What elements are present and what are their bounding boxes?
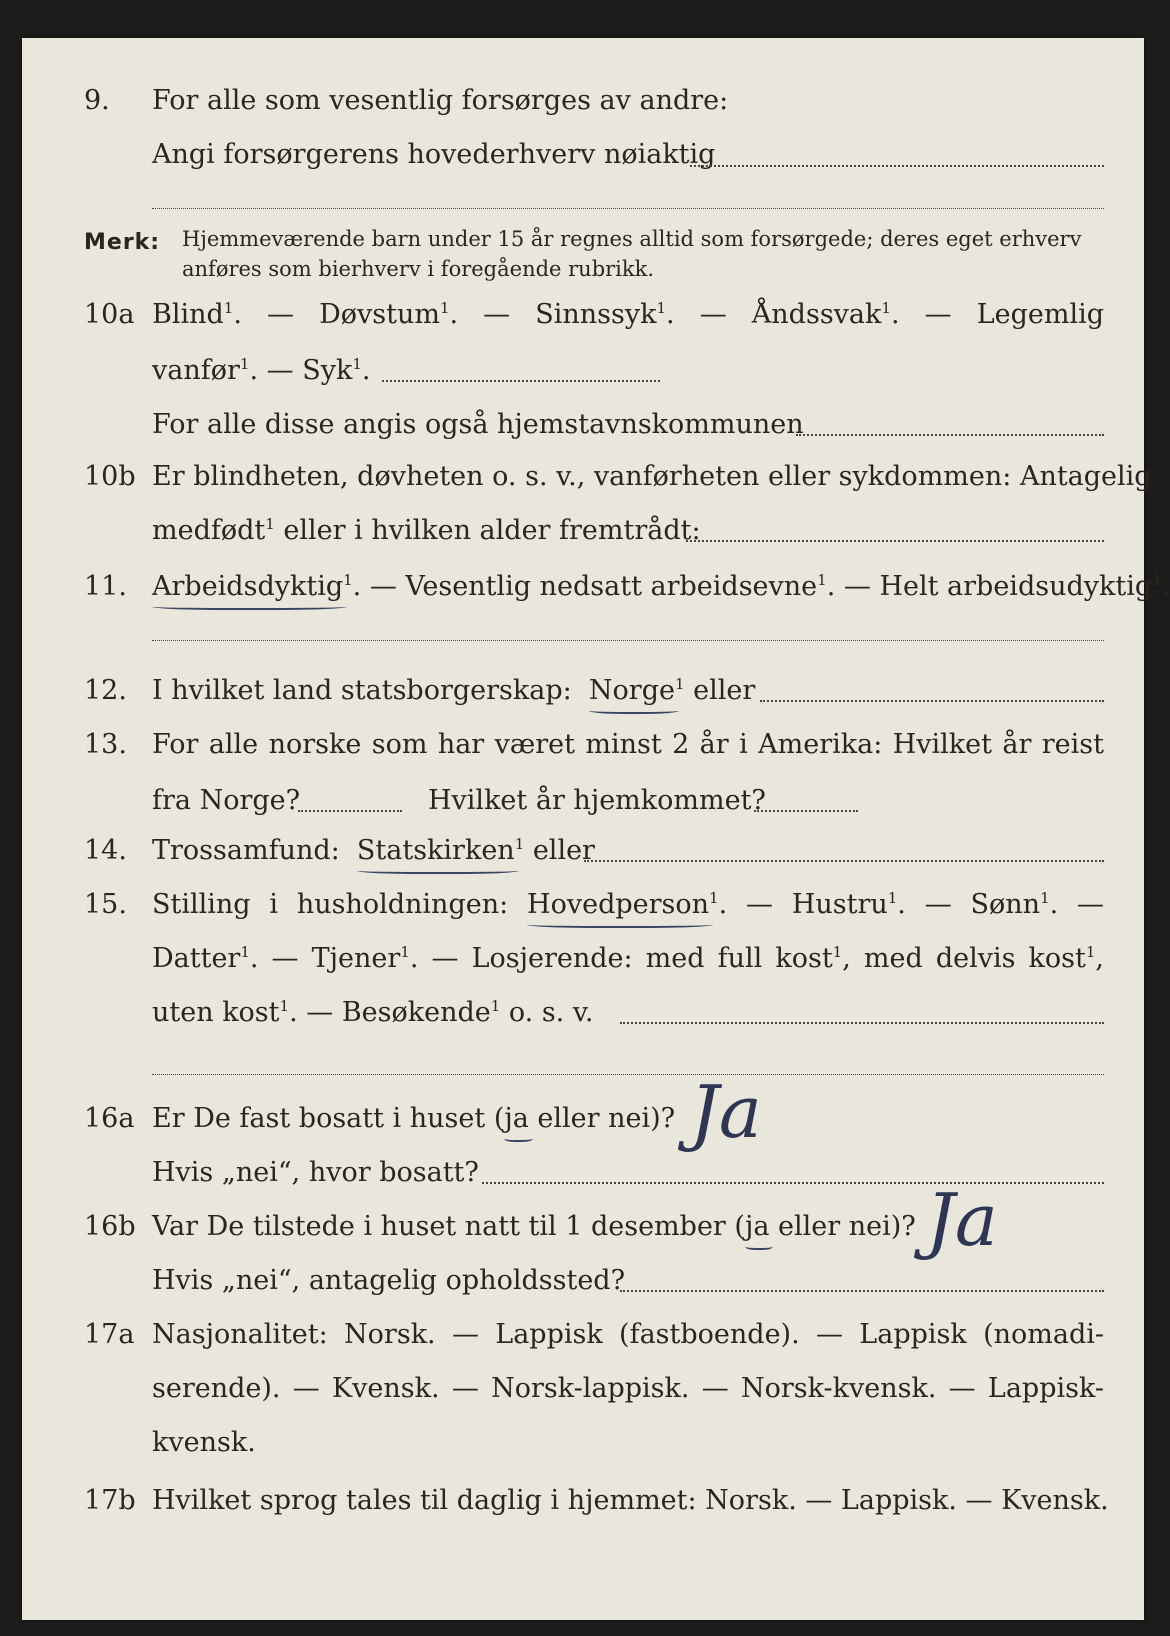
q13-hjemkommet-field[interactable] xyxy=(754,810,858,812)
q16b-line2: Hvis „nei“, antagelig opholdssted? xyxy=(152,1265,626,1296)
q12-answer-field[interactable] xyxy=(760,700,1104,702)
q10a-line3: For alle disse angis også hjemstavnskommunen xyxy=(152,409,804,440)
q17a-line3: kvensk. xyxy=(152,1427,256,1458)
q16a-selected-option: ja xyxy=(504,1103,529,1134)
q10a-answer-field[interactable] xyxy=(382,380,660,382)
q17a-line1: Nasjonalitet: Norsk. — Lappisk (fastboende). — Lappisk (nomadi- xyxy=(152,1319,1104,1350)
q17b-number: 17b xyxy=(84,1485,136,1516)
q9-line1: For alle som vesentlig forsørges av andre: xyxy=(152,85,729,116)
q13-line1: For alle norske som har været minst 2 år i Amerika: Hvilket år reist xyxy=(152,729,1104,760)
q14-line: Trossamfund: Statskirken$^1$ eller xyxy=(152,835,595,866)
q15-answer-field[interactable] xyxy=(620,1022,1104,1024)
q11-number: 11. xyxy=(84,571,127,602)
q9-answer-field[interactable] xyxy=(690,165,1104,167)
q10b-line2: medfødt$^1$ eller i hvilken alder fremtrådt: xyxy=(152,515,701,546)
q16a-answer-field[interactable] xyxy=(482,1182,1104,1184)
q10a-number: 10a xyxy=(84,299,135,330)
merk-label: Merk: xyxy=(84,230,161,255)
q16a-line2: Hvis „nei“, hvor bosatt? xyxy=(152,1157,479,1188)
q15-line1: Stilling i husholdningen: Hovedperson$^1$. — Hustru$^1$. — Sønn$^1$. — xyxy=(152,889,1105,920)
q9-answer-field-2[interactable] xyxy=(152,208,1104,209)
q17b-line1: Hvilket sprog tales til daglig i hjemmet: Norsk. — Lappisk. — Kvensk. xyxy=(152,1485,1109,1516)
q13-line2b: Hvilket år hjemkommet? xyxy=(428,785,766,816)
merk-line2: anføres som bierhverv i foregående rubrikk. xyxy=(182,257,655,281)
q15-answer-field-2[interactable] xyxy=(152,1074,1104,1075)
q12-selected-option: Norge xyxy=(588,675,675,706)
q11-line: Arbeidsdyktig$^1$. — Vesentlig nedsatt arbeidsevne$^1$. — Helt arbeidsudyktig$^1$. xyxy=(152,571,1170,602)
q14-answer-field[interactable] xyxy=(584,860,1104,862)
q11-answer-field[interactable] xyxy=(152,640,1104,641)
q16b-number: 16b xyxy=(84,1211,136,1242)
q15-selected-option: Hovedperson xyxy=(527,889,710,920)
q15-line3: uten kost$^1$. — Besøkende$^1$ o. s. v. xyxy=(152,997,594,1028)
q10b-number: 10b xyxy=(84,461,136,492)
q10a-line1: Blind$^1$. — Døvstum$^1$. — Sinnssyk$^1$. — Åndssvak$^1$. — Legemlig xyxy=(152,299,1105,330)
q10a-hjemstavn-field[interactable] xyxy=(796,434,1104,436)
q10a-line2: vanfør$^1$. — Syk$^1$. xyxy=(152,355,371,386)
q13-reist-field[interactable] xyxy=(298,810,402,812)
q10b-line1: Er blindheten, døvheten o. s. v., vanførheten eller sykdommen: Antagelig xyxy=(152,461,1152,492)
q15-line2: Datter$^1$. — Tjener$^1$. — Losjerende: med full kost$^1$, med delvis kost$^1$, xyxy=(152,943,1105,974)
q16b-line1: Var De tilstede i huset natt til 1 desember (ja eller nei)? xyxy=(152,1211,916,1242)
q12-line: I hvilket land statsborgerskap: Norge$^1$ eller xyxy=(152,675,756,706)
census-form-page xyxy=(22,38,1170,1620)
q14-selected-option: Statskirken xyxy=(356,835,515,866)
q17a-number: 17a xyxy=(84,1319,135,1350)
q16b-answer-field[interactable] xyxy=(620,1290,1104,1292)
q9-line2: Angi forsørgerens hovederhverv nøiaktig xyxy=(152,139,716,170)
q16b-handwritten-answer: Ja xyxy=(926,1178,998,1262)
q16a-line1: Er De fast bosatt i huset (ja eller nei)? xyxy=(152,1103,676,1134)
q9-number: 9. xyxy=(84,85,110,116)
q15-number: 15. xyxy=(84,889,127,920)
q14-number: 14. xyxy=(84,835,127,866)
q13-number: 13. xyxy=(84,729,127,760)
q11-selected-option: Arbeidsdyktig xyxy=(152,571,344,602)
q16a-number: 16a xyxy=(84,1103,135,1134)
q10b-answer-field[interactable] xyxy=(686,540,1104,542)
q17a-line2: serende). — Kvensk. — Norsk-lappisk. — Norsk-kvensk. — Lappisk- xyxy=(152,1373,1104,1404)
q13-line2a: fra Norge? xyxy=(152,785,301,816)
q16b-selected-option: ja xyxy=(744,1211,770,1242)
q12-number: 12. xyxy=(84,675,127,706)
q16a-handwritten-answer: Ja xyxy=(690,1070,762,1154)
merk-line1: Hjemmeværende barn under 15 år regnes alltid som forsørgede; deres eget erhverv xyxy=(182,227,1082,251)
